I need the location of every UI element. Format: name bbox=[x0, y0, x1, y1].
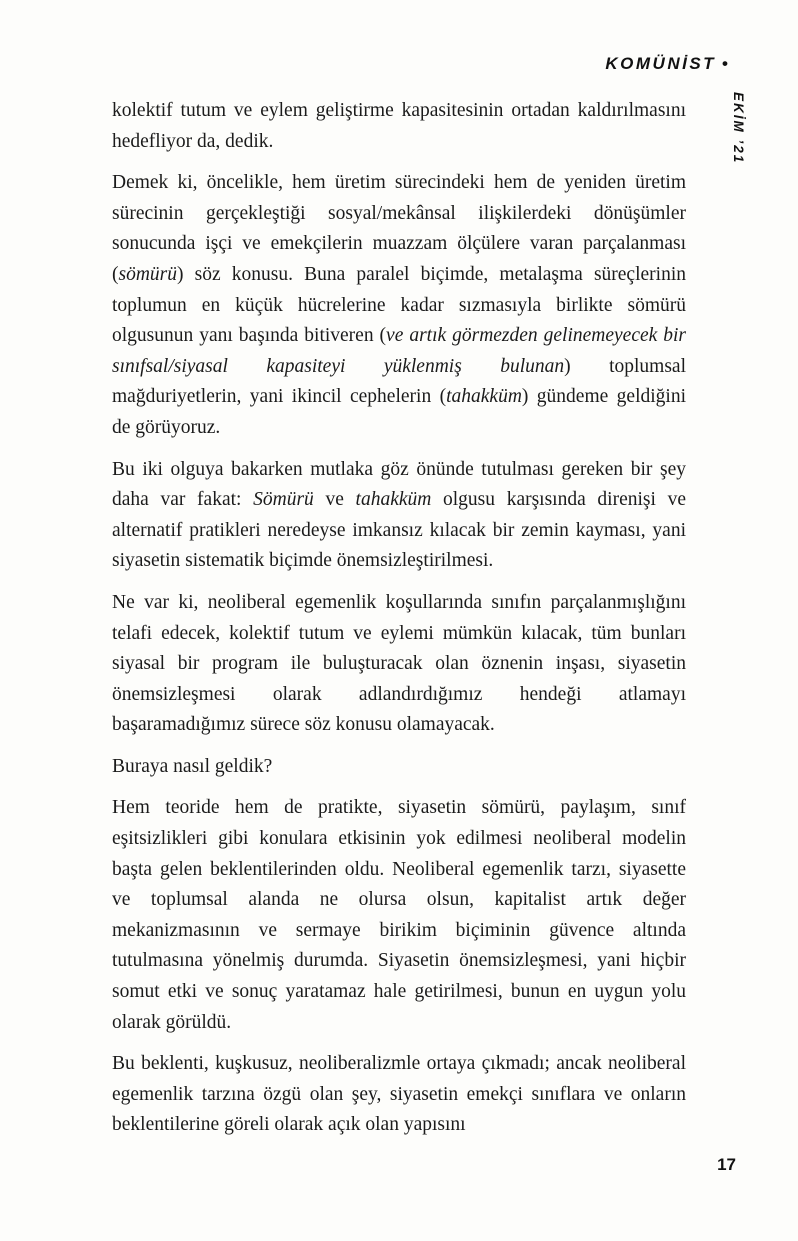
header-bullet: • bbox=[722, 54, 728, 73]
page-number: 17 bbox=[717, 1155, 736, 1174]
paragraph-segment: ve bbox=[313, 489, 356, 511]
paragraph-segment-italic: tahakküm bbox=[446, 386, 522, 408]
paragraph-segment: Ne var ki, neoliberal egemenlik koşullarında sınıfın parçalanmışlığını telafi edecek, kolektif tutum ve eylemi mümkün kılacak, tüm bunları siyasal bir program ile buluşturacak olan öznenin inşası, siyasetin önemsizleşmesi olarak adlandırdığımız hendeği atlamayı başaramadığımız sürece söz konusu olamayacak. bbox=[112, 591, 686, 736]
paragraph-segment-italic: ve artık görmezden gelinemeyecek bir sınıfsal/siyasal kapasiteyi yüklenmiş bulunan bbox=[112, 325, 687, 377]
paragraph bbox=[112, 96, 686, 157]
paragraph bbox=[112, 588, 686, 741]
paragraph-segment: ) toplumsal mağduriyetlerin, yani ikincil cephelerin ( bbox=[112, 355, 686, 408]
paragraph-segment: Buraya nasıl geldik? bbox=[112, 755, 273, 777]
paragraph-segment: Demek ki, öncelikle, hem üretim sürecindeki hem de yeniden üretim sürecinin gerçekleştiği sosyal/mekânsal ilişkilerdeki dönüşümler sonucunda işçi ve emekçilerin muazzam ölçülere varan parçalanması ( bbox=[112, 172, 686, 285]
paragraph-segment: Bu iki olguya bakarken mutlaka göz önünde tutulması gereken bir şey daha var fakat: bbox=[112, 458, 686, 511]
paragraph-segment: ) gündeme geldiğini de görüyoruz. bbox=[112, 386, 686, 438]
paragraph bbox=[112, 1049, 686, 1141]
paragraph-segment: Bu beklenti, kuşkusuz, neoliberalizmle ortaya çıkmadı; ancak neoliberal egemenlik tarzına özgü olan şey, siyasetin emekçi sınıflara ve onların beklentilerine göreli olarak açık olan yapısını bbox=[112, 1053, 686, 1136]
journal-header bbox=[605, 54, 728, 74]
paragraph bbox=[112, 455, 686, 577]
paragraph-segment: ) söz konusu. Buna paralel biçimde, metalaşma süreçlerinin toplumun en küçük hücrelerine kadar sızmasıyla birlikte sömürü olgusunun yanı başında bitiveren ( bbox=[112, 263, 686, 347]
paragraph-segment: olgusu karşısında direnişi ve alternatif pratikleri neredeyse imkansız kılacak bir zemin kayması, yani siyasetin sistematik biçimde önemsizleştirilmesi. bbox=[112, 489, 686, 572]
paragraph bbox=[112, 168, 686, 443]
paragraph-segment-italic: tahakküm bbox=[355, 489, 432, 511]
paragraph bbox=[112, 752, 686, 783]
paragraph bbox=[112, 793, 686, 1038]
paragraph-segment-italic: Sömürü bbox=[253, 489, 314, 511]
paragraph-segment: Hem teoride hem de pratikte, siyasetin sömürü, paylaşım, sınıf eşitsizlikleri gibi konulara etkisinin yok edilmesi neoliberal modelin başta gelen beklentilerinden oldu. Neoliberal egemenlik tarzı, siyasette ve toplumsal alanda ne olursa olsun, kapitalist artık değer mekanizmasının ve sermaye birikim biçiminin güvence altında tutulmasına yönelmiş durumda. Siyasetin önemsizleşmesi, yani hiçbir somut etki ve sonuç yaratamaz hale getirilmesi, bunun en uygun yolu olarak görüldü. bbox=[112, 797, 686, 1033]
paragraph-segment-italic: sömürü bbox=[118, 263, 178, 285]
issue-label: EKİM ’21 bbox=[731, 92, 746, 165]
text-block bbox=[112, 96, 686, 1152]
paragraph-segment: kolektif tutum ve eylem geliştirme kapasitesinin ortadan kaldırılmasını hedefliyor da, dedik. bbox=[112, 100, 686, 152]
journal-title: KOMÜNİST bbox=[605, 54, 717, 73]
